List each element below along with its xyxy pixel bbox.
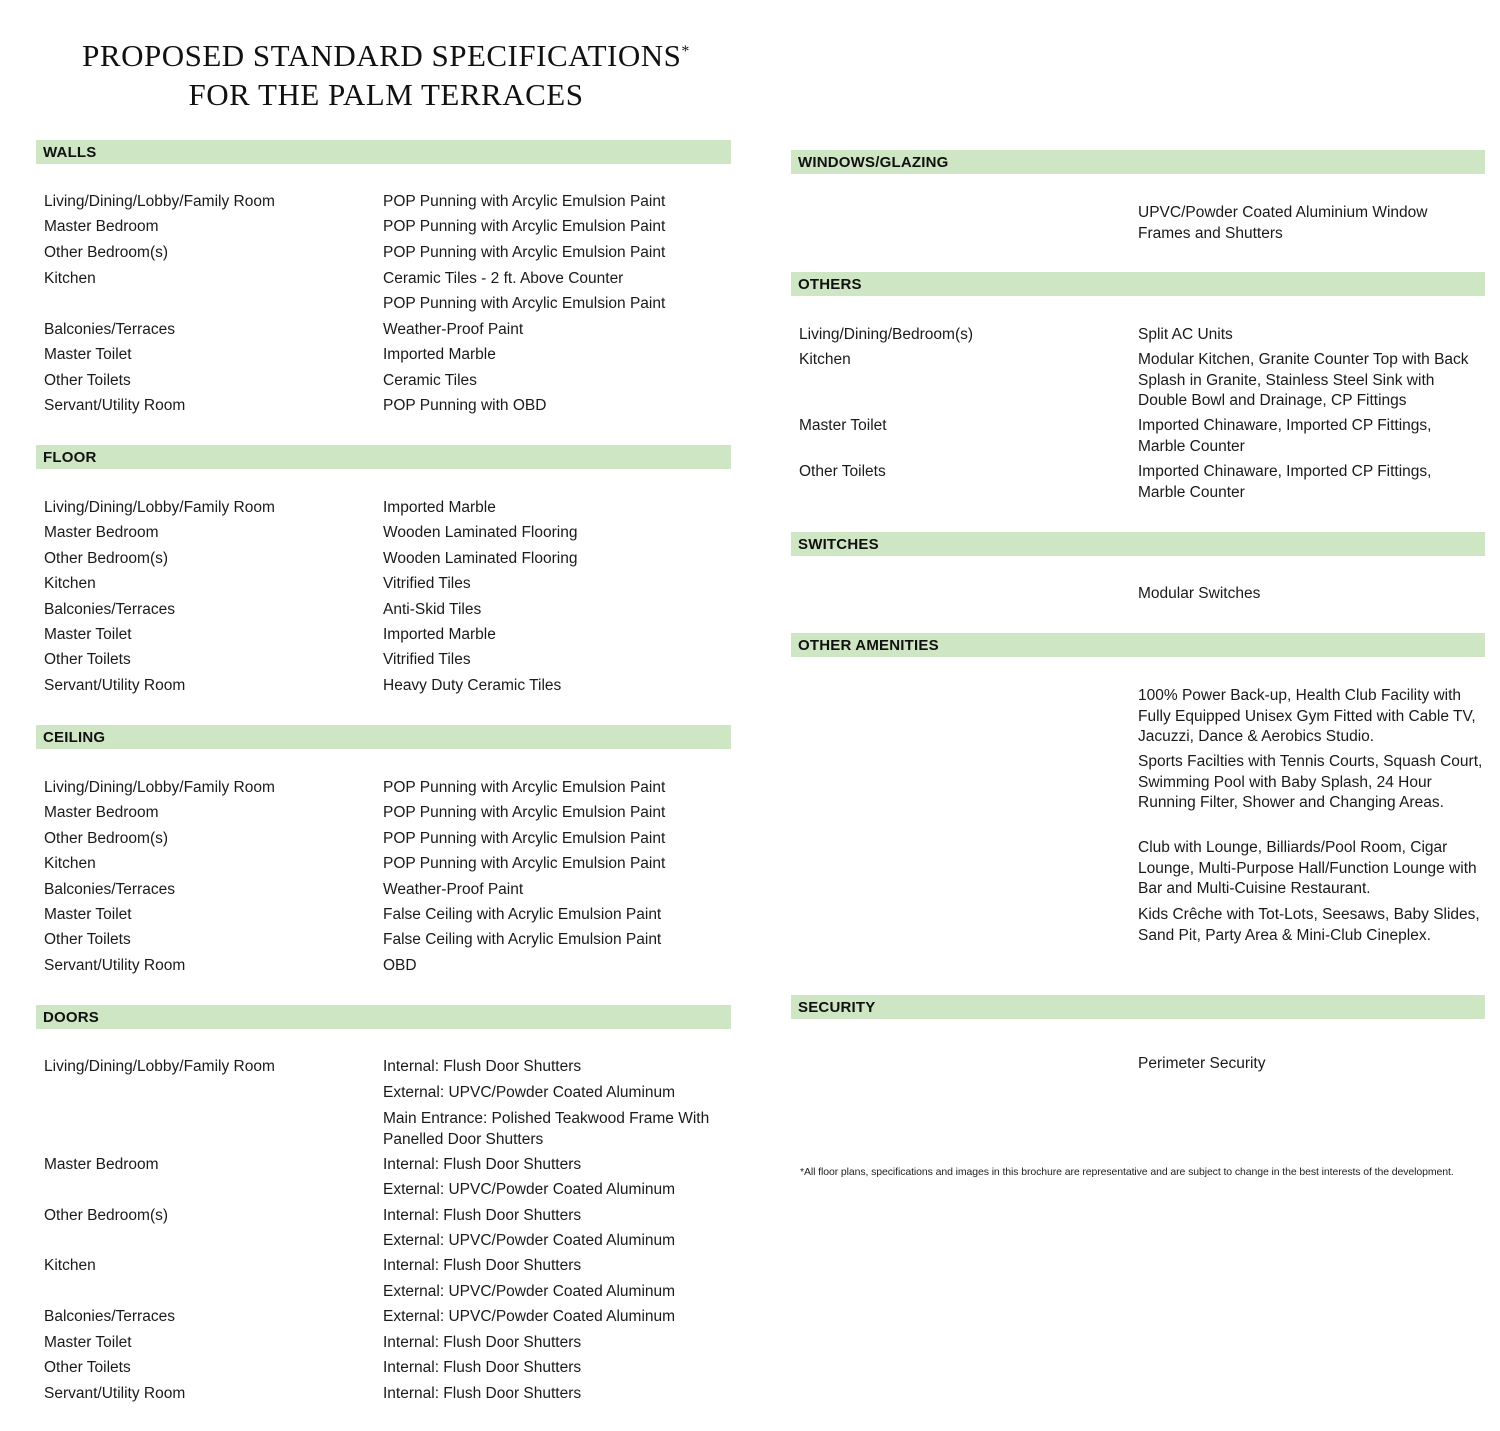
spec-value: Internal: Flush Door Shutters [383, 1058, 582, 1075]
section-header-floor: FLOOR [36, 445, 731, 469]
spec-value: Modular Kitchen, Granite Counter Top with Back Splash in Granite, Stainless Steel Sink with Double Bowl and Drainage, CP Fittings [1138, 351, 1469, 409]
spec-label: Servant/Utility Room [44, 677, 186, 694]
section-header-walls: WALLS [36, 140, 731, 164]
page-title [36, 36, 736, 76]
spec-label: Master Bedroom [44, 218, 159, 235]
spec-label: Other Bedroom(s) [44, 830, 169, 847]
spec-value: POP Punning with Arcylic Emulsion Paint [383, 804, 666, 821]
spec-label: Kitchen [44, 1257, 96, 1274]
spec-value: Ceramic Tiles - 2 ft. Above Counter [383, 270, 624, 287]
spec-value: Imported Chinaware, Imported CP Fittings, Marble Counter [1138, 417, 1432, 455]
spec-value: Weather-Proof Paint [383, 881, 524, 898]
spec-value: POP Punning with Arcylic Emulsion Paint [383, 779, 666, 796]
spec-label: Servant/Utility Room [44, 1385, 186, 1402]
section-header-security: SECURITY [791, 995, 1485, 1019]
spec-label: Servant/Utility Room [44, 397, 186, 414]
spec-label: Servant/Utility Room [44, 957, 186, 974]
spec-label: Kitchen [44, 575, 96, 592]
footnote: *All floor plans, specifications and images in this brochure are representative and are subject to change in the best interests of the development. [800, 1166, 1454, 1178]
spec-value: Perimeter Security [1138, 1055, 1266, 1072]
spec-value: Modular Switches [1138, 585, 1261, 602]
spec-value: Sports Facilties with Tennis Courts, Squash Court, Swimming Pool with Baby Splash, 24 Hour Running Filter, Shower and Changing Areas. [1138, 753, 1483, 811]
spec-value: UPVC/Powder Coated Aluminium Window Frames and Shutters [1138, 204, 1428, 242]
spec-value: Imported Marble [383, 626, 496, 643]
spec-value: External: UPVC/Powder Coated Aluminum [383, 1084, 676, 1101]
spec-label: Balconies/Terraces [44, 881, 175, 898]
spec-label: Other Toilets [44, 1359, 131, 1376]
spec-label: Balconies/Terraces [44, 321, 175, 338]
spec-value: 100% Power Back-up, Health Club Facility with Fully Equipped Unisex Gym Fitted with Cable TV, Jacuzzi, Dance & Aerobics Studio. [1138, 687, 1476, 745]
spec-value: Internal: Flush Door Shutters [383, 1257, 582, 1274]
section-header-ceiling: CEILING [36, 725, 731, 749]
spec-value: Club with Lounge, Billiards/Pool Room, Cigar Lounge, Multi-Purpose Hall/Function Lounge with Bar and Multi-Cuisine Restaurant. [1138, 839, 1477, 897]
page-subtitle [36, 75, 736, 115]
section-header-amenities: OTHER AMENITIES [791, 633, 1485, 657]
title-asterisk: * [681, 43, 690, 60]
spec-value: POP Punning with Arcylic Emulsion Paint [383, 855, 666, 872]
spec-label: Other Toilets [799, 463, 886, 480]
spec-label: Master Toilet [799, 417, 887, 434]
spec-value: Internal: Flush Door Shutters [383, 1156, 582, 1173]
section-header-others: OTHERS [791, 272, 1485, 296]
spec-value: POP Punning with Arcylic Emulsion Paint [383, 295, 666, 312]
spec-label: Other Bedroom(s) [44, 244, 169, 261]
spec-value: Vitrified Tiles [383, 575, 471, 592]
section-header-switches: SWITCHES [791, 532, 1485, 556]
spec-label: Master Bedroom [44, 524, 159, 541]
spec-label: Balconies/Terraces [44, 1308, 175, 1325]
spec-value: POP Punning with Arcylic Emulsion Paint [383, 244, 666, 261]
spec-label: Other Toilets [44, 372, 131, 389]
spec-value: Wooden Laminated Flooring [383, 550, 578, 567]
spec-label: Kitchen [44, 855, 96, 872]
spec-value: Kids Crêche with Tot-Lots, Seesaws, Baby Slides, Sand Pit, Party Area & Mini-Club Cineplex. [1138, 906, 1480, 944]
spec-label: Master Toilet [44, 906, 132, 923]
spec-label: Living/Dining/Lobby/Family Room [44, 193, 275, 210]
spec-value: Split AC Units [1138, 326, 1233, 343]
spec-value: External: UPVC/Powder Coated Aluminum [383, 1232, 676, 1249]
spec-value: Internal: Flush Door Shutters [383, 1334, 582, 1351]
spec-value: POP Punning with Arcylic Emulsion Paint [383, 193, 666, 210]
spec-label: Master Bedroom [44, 1156, 159, 1173]
spec-label: Other Toilets [44, 931, 131, 948]
spec-value: OBD [383, 957, 417, 974]
spec-value: Main Entrance: Polished Teakwood Frame With Panelled Door Shutters [383, 1110, 710, 1148]
spec-label: Master Bedroom [44, 804, 159, 821]
spec-value: False Ceiling with Acrylic Emulsion Paint [383, 906, 662, 923]
spec-value: External: UPVC/Powder Coated Aluminum [383, 1181, 676, 1198]
title-line-1: PROPOSED STANDARD SPECIFICATIONS [82, 38, 682, 73]
spec-value: Wooden Laminated Flooring [383, 524, 578, 541]
title-line-2: FOR THE PALM TERRACES [188, 77, 584, 112]
spec-value: POP Punning with OBD [383, 397, 547, 414]
spec-value: Internal: Flush Door Shutters [383, 1207, 582, 1224]
spec-value: Imported Marble [383, 346, 496, 363]
spec-label: Other Bedroom(s) [44, 1207, 169, 1224]
spec-label: Living/Dining/Lobby/Family Room [44, 1058, 275, 1075]
spec-value: Vitrified Tiles [383, 651, 471, 668]
spec-value: Internal: Flush Door Shutters [383, 1359, 582, 1376]
spec-value: Imported Chinaware, Imported CP Fittings, Marble Counter [1138, 463, 1432, 501]
spec-label: Balconies/Terraces [44, 601, 175, 618]
spec-value: Weather-Proof Paint [383, 321, 524, 338]
spec-value: Anti-Skid Tiles [383, 601, 482, 618]
spec-label: Master Toilet [44, 1334, 132, 1351]
spec-value: POP Punning with Arcylic Emulsion Paint [383, 830, 666, 847]
section-header-windows: WINDOWS/GLAZING [791, 150, 1485, 174]
spec-label: Master Toilet [44, 626, 132, 643]
section-header-doors: DOORS [36, 1005, 731, 1029]
spec-value: Heavy Duty Ceramic Tiles [383, 677, 562, 694]
spec-label: Living/Dining/Lobby/Family Room [44, 779, 275, 796]
spec-value: Internal: Flush Door Shutters [383, 1385, 582, 1402]
spec-label: Kitchen [44, 270, 96, 287]
spec-value: Imported Marble [383, 499, 496, 516]
spec-label: Kitchen [799, 351, 851, 368]
spec-value: External: UPVC/Powder Coated Aluminum [383, 1283, 676, 1300]
spec-label: Other Toilets [44, 651, 131, 668]
spec-value: False Ceiling with Acrylic Emulsion Paint [383, 931, 662, 948]
spec-label: Living/Dining/Bedroom(s) [799, 326, 974, 343]
spec-label: Master Toilet [44, 346, 132, 363]
spec-value: Ceramic Tiles [383, 372, 477, 389]
spec-label: Other Bedroom(s) [44, 550, 169, 567]
spec-value: External: UPVC/Powder Coated Aluminum [383, 1308, 676, 1325]
spec-label: Living/Dining/Lobby/Family Room [44, 499, 275, 516]
spec-value: POP Punning with Arcylic Emulsion Paint [383, 218, 666, 235]
